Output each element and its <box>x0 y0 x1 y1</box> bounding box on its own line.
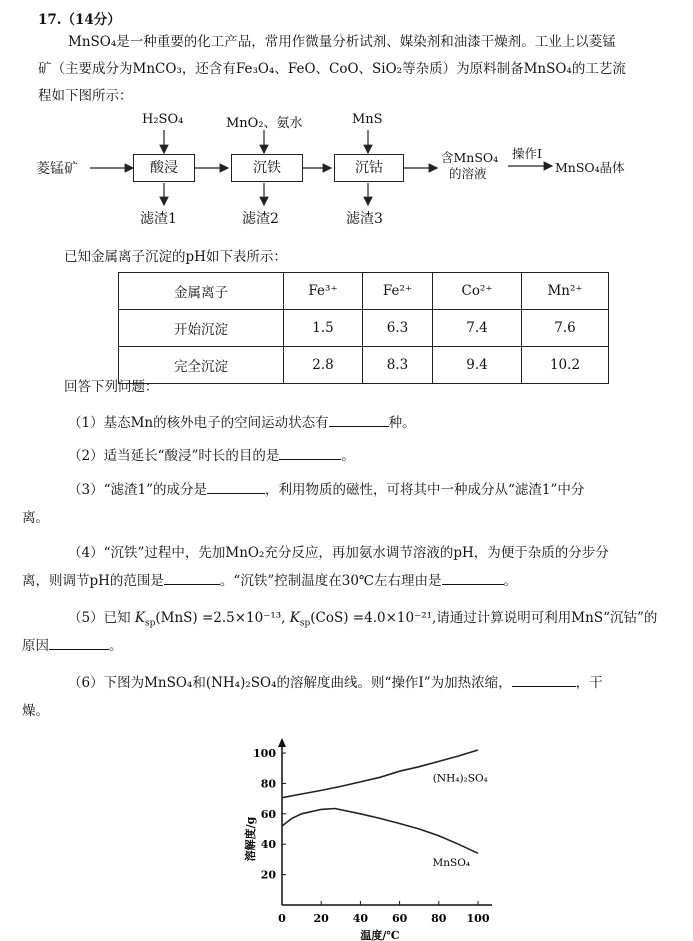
table-row <box>119 310 609 347</box>
series-label-ammonium-sulfate: (NH₄)₂SO₄ <box>432 772 488 785</box>
q4-text-a: 离，则调节pH的范围是 <box>22 573 164 589</box>
y-axis-label: 溶解度/g <box>244 816 257 862</box>
x-tick-label: 20 <box>313 912 329 925</box>
q5-suffix: 。 <box>109 638 123 654</box>
product-line-2: 的溶液 <box>449 166 487 181</box>
q6-suffix: ，干 <box>575 675 603 691</box>
question-1 <box>38 410 675 437</box>
q4-ph-range-blank[interactable] <box>164 570 220 585</box>
y-tick-label: 100 <box>253 747 276 760</box>
y-tick-label: 60 <box>260 807 276 821</box>
table-cell: 完全沉淀 <box>119 347 284 384</box>
question-6-line-1 <box>38 670 675 697</box>
y-tick-label: 40 <box>260 838 276 852</box>
q5-ksp-cos: (CoS) =4.0×10⁻²¹,请通过计算说明可利用MnS“沉钴”的 <box>310 610 658 626</box>
y-tick-label: 80 <box>260 777 276 791</box>
table-cell: 7.6 <box>522 310 609 347</box>
table-header-cell: Co²⁺ <box>433 273 522 310</box>
q3-answer-blank[interactable] <box>207 479 265 494</box>
question-number: 17. <box>38 12 62 28</box>
question-4-line-1: （4）“沉铁”过程中，先加MnO₂充分反应，再加氨水调节溶液的pH，为便于杂质的分步分 <box>68 545 609 561</box>
residue-2: 滤渣2 <box>242 211 279 227</box>
intro-line-1: MnSO₄是一种重要的化工产品，常用作微量分析试剂、媒染剂和油漆干燥剂。工业上以菱锰 <box>68 34 616 50</box>
q6-text: （6）下图为MnSO₄和(NH₄)₂SO₄的溶解度曲线。则“操作I”为加热浓缩， <box>68 675 512 691</box>
flow-final-product: MnSO₄晶体 <box>555 160 625 175</box>
q2-text: （2）适当延长“酸浸”时长的目的是 <box>68 448 280 464</box>
question-6-line-2: 燥。 <box>22 703 49 719</box>
table-header-cell: Fe²⁺ <box>363 273 433 310</box>
q5-answer-blank[interactable] <box>49 635 109 650</box>
table-cell: 8.3 <box>363 347 433 384</box>
table-header-cell: 金属离子 <box>119 273 284 310</box>
q4-suffix: 。 <box>503 573 518 589</box>
question-5-line-2 <box>22 633 675 660</box>
solubility-chart <box>0 730 693 941</box>
table-cell: 10.2 <box>522 347 609 384</box>
x-tick-label: 60 <box>391 912 408 925</box>
q2-suffix: 。 <box>341 448 355 464</box>
flow-product-solution <box>441 150 498 182</box>
table-header-row <box>119 273 609 310</box>
q5-reason-label: 原因 <box>22 638 49 654</box>
ksp-symbol-mns: K <box>134 610 145 626</box>
ksp-symbol-cos: K <box>289 610 300 626</box>
y-axis-arrow <box>278 738 286 747</box>
flow-start-label: 菱锰矿 <box>36 161 78 177</box>
table-caption: 已知金属离子沉淀的pH如下表所示： <box>64 249 287 265</box>
flow-operation-label: 操作I <box>512 146 542 161</box>
table-cell: 1.5 <box>284 310 363 347</box>
flow-step-cobalt-removal: 沉钴 <box>334 154 404 182</box>
question-3-end: 离。 <box>22 510 49 526</box>
question-2 <box>38 443 675 470</box>
q4-text-b: 。“沉铁”控制温度在30℃左右理由是 <box>219 573 442 589</box>
x-tick-label: 0 <box>278 912 286 925</box>
q2-answer-blank[interactable] <box>279 445 341 460</box>
table-row <box>119 347 609 384</box>
q1-answer-blank[interactable] <box>329 412 389 427</box>
ion-ph-table <box>118 272 609 384</box>
flow-step-acid-leach: 酸浸 <box>133 154 195 182</box>
series-label-manganese-sulfate: MnSO₄ <box>432 857 471 870</box>
ksp-subscript-cos: sp <box>299 618 311 629</box>
table-cell: 2.8 <box>284 347 363 384</box>
y-tick-label: 20 <box>260 868 276 882</box>
question-3 <box>38 477 675 504</box>
question-4-line-2 <box>22 568 675 595</box>
x-tick-label: 40 <box>352 912 369 925</box>
table-cell: 6.3 <box>363 310 433 347</box>
intro-line-3: 程如下图所示： <box>38 88 133 104</box>
chart-axes <box>278 738 492 905</box>
reagent-mns: MnS <box>352 112 383 127</box>
residue-1: 滤渣1 <box>140 211 177 227</box>
x-axis-label: 温度/℃ <box>360 929 400 941</box>
q3-continued: ，利用物质的磁性，可将其中一种成分从“滤渣1”中分 <box>264 482 585 498</box>
x-tick-label: 80 <box>431 912 447 925</box>
reagent-acid: H₂SO₄ <box>142 112 184 127</box>
answer-intro: 回答下列问题： <box>64 379 159 395</box>
product-line-1: 含MnSO₄ <box>441 150 499 165</box>
table-cell: 7.4 <box>433 310 522 347</box>
q1-suffix: 种。 <box>388 415 416 431</box>
q5-text-a: （5）已知 <box>68 610 131 626</box>
table-header-cell: Mn²⁺ <box>522 273 609 310</box>
q5-ksp-mns: (MnS) =2.5×10⁻¹³, <box>155 610 286 626</box>
residue-3: 滤渣3 <box>346 211 383 227</box>
q1-text: （1）基态Mn的核外电子的空间运动状态有 <box>68 415 329 431</box>
manganese-sulfate-curve <box>282 809 478 854</box>
q3-text: （3）“滤渣1”的成分是 <box>68 482 207 498</box>
ksp-subscript-mns: sp <box>144 618 156 629</box>
intro-line-2: 矿（主要成分为MnCO₃，还含有Fe₃O₄、FeO、CoO、SiO₂等杂质）为原料制备MnSO₄的工艺流 <box>38 61 626 77</box>
flow-arrows <box>0 0 693 240</box>
table-header-cell: Fe³⁺ <box>284 273 363 310</box>
x-tick-label: 100 <box>466 912 490 925</box>
question-points: （14分） <box>61 12 121 28</box>
reagent-mno2-ammonia: MnO₂、氨水 <box>226 116 303 131</box>
chart-series <box>282 750 478 853</box>
table-cell: 开始沉淀 <box>119 310 284 347</box>
q6-answer-blank[interactable] <box>512 672 576 687</box>
q4-temperature-reason-blank[interactable] <box>442 570 504 585</box>
flow-step-iron-removal: 沉铁 <box>231 154 303 182</box>
table-cell: 9.4 <box>433 347 522 384</box>
